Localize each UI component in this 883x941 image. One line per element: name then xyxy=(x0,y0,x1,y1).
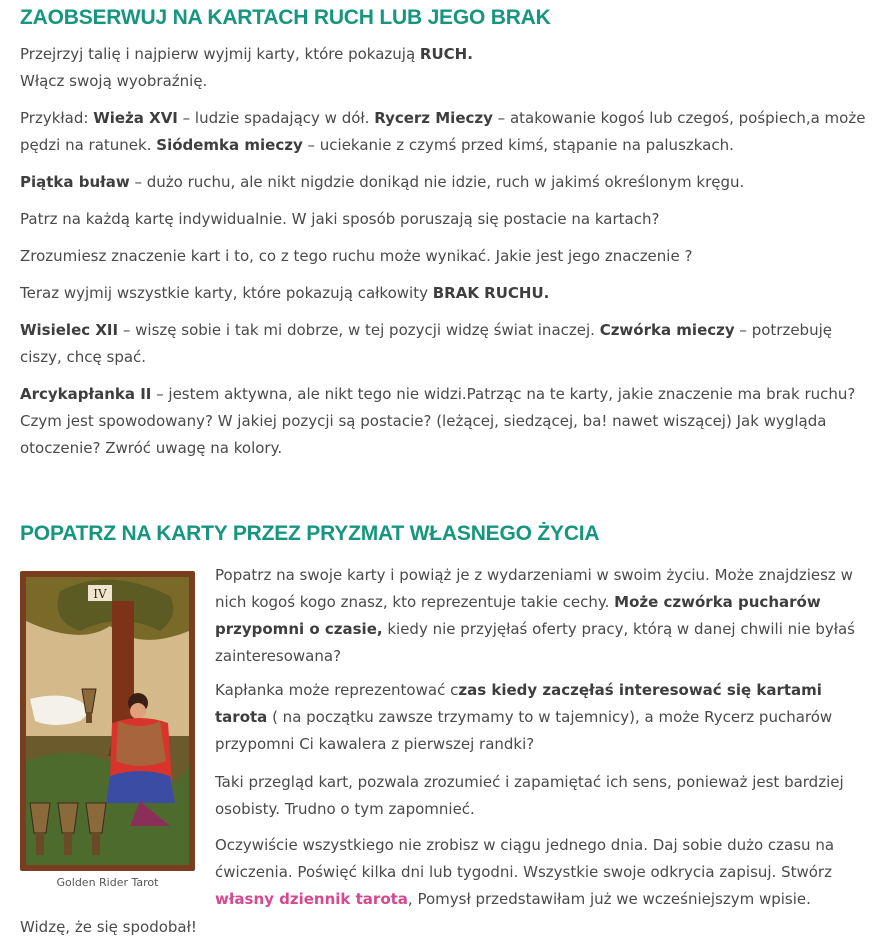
s2-paragraph-4 xyxy=(215,832,870,913)
s1-p8-a: Arcykapłanka II xyxy=(20,385,152,403)
s1-paragraph-3 xyxy=(20,169,870,196)
s2-p2-b: zas kiedy zaczęłaś interesować się kartami tarota xyxy=(215,681,822,726)
s1-p2-e: – atakowanie kogoś lub czegoś, pośpiech,a może pędzi na ratunek. xyxy=(20,109,866,154)
s1-p6-a: Teraz wyjmij wszystkie karty, które pokazują całkowity xyxy=(20,284,433,302)
s1-paragraph-1 xyxy=(20,41,870,95)
s2-p2-a: Kapłanka może reprezentować c xyxy=(215,681,459,699)
s1-p2-d: Rycerz Mieczy xyxy=(374,109,493,127)
four-of-cups-card-icon xyxy=(20,571,195,871)
s1-p7-d: – potrzebuję ciszy, chcę spać. xyxy=(20,321,832,366)
s1-paragraph-6 xyxy=(20,280,870,307)
s1-p7-b: – wiszę sobie i tak mi dobrze, w tej pozycji widzę świat inaczej. xyxy=(118,321,600,339)
s1-p2-f: Siódemka mieczy xyxy=(156,136,303,154)
s1-p3-b: – dużo ruchu, ale nikt nigdzie donikąd nie idzie, ruch w jakimś określonym kręgu. xyxy=(129,173,745,191)
s2-p1-a: Popatrz na swoje karty i powiąż je z wydarzeniami w swoim życiu. Może znajdziesz w nich kogoś kogo znasz, kto reprezentuje takie cechy. xyxy=(215,566,853,611)
s1-paragraph-2 xyxy=(20,105,870,159)
s1-p7-c: Czwórka mieczy xyxy=(599,321,735,339)
s1-paragraph-8 xyxy=(20,381,870,462)
s1-p3-a: Piątka buław xyxy=(20,173,130,191)
s1-p7-a: Wisielec XII xyxy=(20,321,119,339)
s2-paragraph-1 xyxy=(215,562,870,670)
tarot-card-image xyxy=(20,571,195,871)
s1-p1-line2: Włącz swoją wyobraźnię. xyxy=(20,72,208,90)
s1-p2-g: – uciekanie z czymś przed kimś, stąpanie na paluszkach. xyxy=(302,136,734,154)
s2-p1-b: Może czwórka pucharów przypomni o czasie, xyxy=(215,593,821,638)
s2-p4-b: , Pomysł przedstawiłam już we wcześniejszym wpisie. xyxy=(407,890,811,908)
s2-p1-c: kiedy nie przyjęłaś oferty pracy, którą w danej chwili nie byłaś zainteresowana? xyxy=(215,620,855,665)
s1-p6-b: BRAK RUCHU. xyxy=(432,284,550,302)
card-numeral: IV xyxy=(93,587,107,601)
s2-paragraph-3: Taki przegląd kart, pozwala zrozumieć i zapamiętać ich sens, ponieważ jest bardziej osobisty. Trudno o tym zapomnieć. xyxy=(215,773,844,818)
s2-p2-c: ( na początku zawsze trzymamy to w tajemnicy), a może Rycerz pucharów przypomni Ci kawalera z pierwszej randki? xyxy=(215,708,833,753)
section2-heading: POPATRZ NA KARTY PRZEZ PRYZMAT WŁASNEGO ŻYCIA xyxy=(20,522,600,545)
s1-p1-bold: RUCH. xyxy=(419,45,473,63)
s1-paragraph-5: Zrozumiesz znaczenie kart i to, co z tego ruchu może wynikać. Jakie jest jego znaczenie ? xyxy=(20,247,693,265)
journal-link[interactable]: własny dziennik tarota xyxy=(215,890,408,908)
s1-paragraph-4: Patrz na każdą kartę indywidualnie. W jaki sposób poruszają się postacie na kartach? xyxy=(20,210,660,228)
s1-p1-text: Przejrzyj talię i najpierw wyjmij karty, które pokazują xyxy=(20,45,420,63)
s1-p2-a: Przykład: xyxy=(20,109,94,127)
s2-p4-a: Oczywiście wszystkiego nie zrobisz w ciągu jednego dnia. Daj sobie dużo czasu na ćwiczenia. Poświęć kilka dni lub tygodni. Wszystkie swoje odkrycia zapisuj. Stwórz xyxy=(215,836,835,881)
s1-p2-c: – ludzie spadający w dół. xyxy=(177,109,375,127)
s1-p2-b: Wieża XVI xyxy=(93,109,178,127)
card-caption: Golden Rider Tarot xyxy=(56,876,159,889)
section1-heading: ZAOBSERWUJ NA KARTACH RUCH LUB JEGO BRAK xyxy=(20,6,551,29)
s2-paragraph-2 xyxy=(215,677,870,758)
s1-paragraph-7 xyxy=(20,317,870,371)
s1-p8-b: – jestem aktywna, ale nikt tego nie widzi.Patrząc na te karty, jakie znaczenie ma brak ruchu? Czym jest spowodowany? W jakiej pozycji są postacie? (leżącej, siedzącej, ba! nawet wiszącej) Jak wygląda otoczenie? Zwróć uwagę na kolory. xyxy=(20,385,856,457)
s2-paragraph-4-end: Widzę, że się spodobał! xyxy=(20,918,197,936)
